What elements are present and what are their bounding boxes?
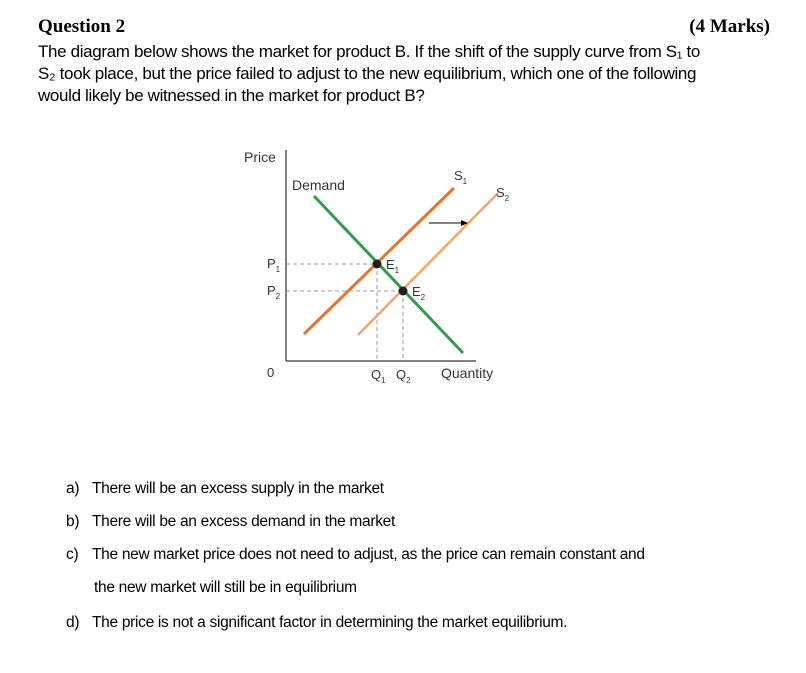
x-axis-label: Quantity — [441, 365, 494, 381]
option-c-continuation: the new market will still be in equilibrium — [94, 579, 357, 596]
question-text-line: The diagram below shows the market for product B. If the shift of the supply curve from S₁ to — [38, 42, 701, 61]
option-c — [66, 546, 645, 564]
q1-label: $Q_1$ — [371, 367, 386, 385]
question-text-line: S₂ took place, but the price failed to adjust to the new equilibrium, which one of the following — [38, 64, 697, 83]
q2-label: $Q_2$ — [396, 367, 411, 385]
option-letter: c) — [66, 546, 79, 563]
question-text — [38, 41, 701, 107]
p2-label: $P_2$ — [267, 283, 281, 301]
origin-label: 0 — [267, 365, 275, 380]
question-title: Question 2 — [38, 16, 126, 37]
s1-label: $S_1$ — [454, 168, 468, 186]
y-axis-label: Price — [244, 149, 276, 165]
e1-label: $E_1$ — [386, 257, 400, 275]
demand-curve — [314, 196, 463, 353]
question-text-line: would likely be witnessed in the market for product B? — [38, 86, 425, 105]
e2-label: $E_2$ — [412, 284, 426, 302]
option-text: The new market price does not need to adjust, as the price can remain constant and — [92, 546, 645, 563]
supply-demand-diagram — [230, 140, 530, 400]
option-a — [66, 480, 384, 498]
equilibrium-point-e1 — [373, 260, 382, 269]
question-marks: (4 Marks) — [689, 16, 770, 37]
option-letter: b) — [66, 513, 80, 530]
demand-label: Demand — [292, 177, 345, 193]
s2-label: $S_2$ — [496, 185, 510, 203]
option-b — [66, 513, 395, 531]
p1-label: $P_1$ — [267, 256, 281, 274]
option-d — [66, 614, 567, 632]
option-text: There will be an excess supply in the market — [92, 480, 384, 497]
option-letter: a) — [66, 480, 80, 497]
option-text: The price is not a significant factor in determining the market equilibrium. — [92, 614, 568, 631]
option-letter: d) — [66, 614, 80, 631]
equilibrium-point-e2 — [399, 287, 408, 296]
question-header — [38, 16, 770, 40]
option-text: There will be an excess demand in the market — [92, 513, 395, 530]
